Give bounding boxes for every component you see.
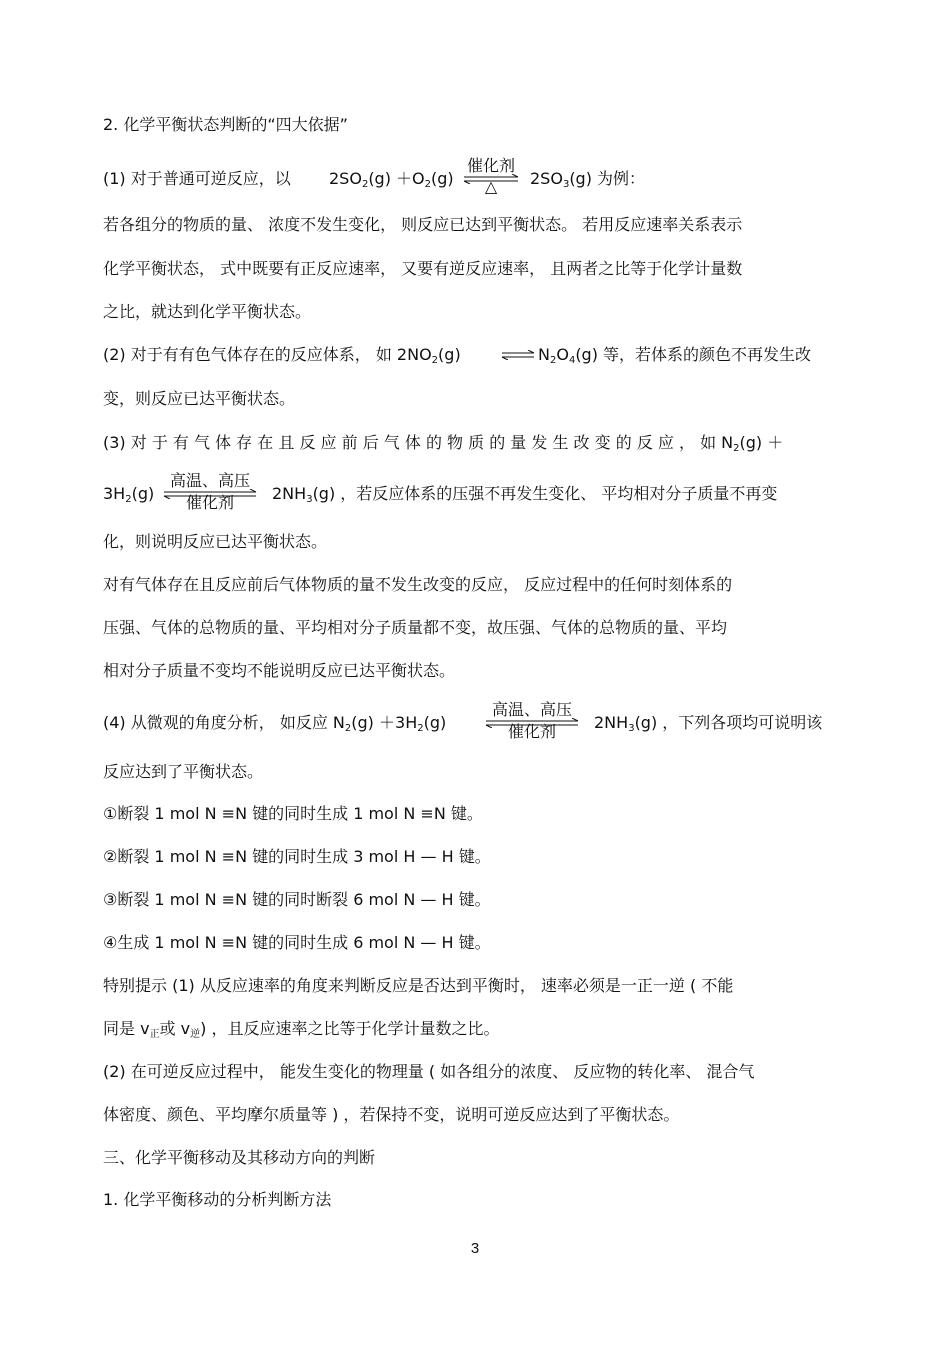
list-item: ②断裂 1 mol N ≡N 键的同时生成 3 mol H — H 键。 [103, 847, 491, 866]
subsection-title: 1. 化学平衡移动的分析判断方法 [103, 1190, 332, 1209]
section-title: 2. 化学平衡状态判断的“四大依据” [103, 115, 348, 134]
equation-reactant-h2: $3H_2(g)$ [103, 484, 155, 505]
para-2-tail: $N_2O_4(g)$ 等，若体系的颜色不再发生改 [538, 345, 812, 366]
para-3-line-6: 相对分子质量不变均不能说明反应已达平衡状态。 [103, 661, 456, 680]
tip-line-2: 同是 $v_正$或 $v_逆$) ，且反应速率之比等于化学计量数之比。 [103, 1019, 500, 1040]
list-item: ④生成 1 mol N ≡N 键的同时生成 6 mol N — H 键。 [103, 933, 491, 952]
para-1-lead: (1) 对于普通可逆反应，以 [103, 169, 291, 188]
page-number: 3 [470, 1240, 480, 1257]
para-3-line-4: 对有气体存在且反应前后气体物质的量不发生改变的反应， 反应过程中的任何时刻体系的 [103, 575, 733, 594]
equation-product-nh3: $2NH_3(g)$ ，下列各项均可说明该 [594, 713, 823, 734]
tip-line-3: (2) 在可逆反应过程中， 能发生变化的物理量 ( 如各组分的浓度、 反应物的转化率、 混合气 [103, 1062, 755, 1081]
list-item: ①断裂 1 mol N ≡N 键的同时生成 1 mol N ≡N 键。 [103, 804, 483, 823]
para-1-line-2: 若各组分的物质的量、 浓度不发生变化， 则反应已达到平衡状态。 若用反应速率关系表示 [103, 215, 743, 234]
para-3-line-5: 压强、气体的总物质的量、平均相对分子质量都不变，故压强、气体的总物质的量、平均 [103, 618, 728, 637]
catalyst-label: 催化剂 [185, 493, 234, 512]
para-1-line-4: 之比，就达到化学平衡状态。 [103, 302, 312, 321]
para-1-line-3: 化学平衡状态， 式中既要有正反应速率， 又要有逆反应速率， 且两者之比等于化学计量数 [103, 259, 743, 278]
condition-label: 高温、高压 [169, 471, 250, 490]
para-3-line-3: 化，则说明反应已达平衡状态。 [103, 532, 328, 551]
tip-line-1: 特别提示 (1) 从反应速率的角度来判断反应是否达到平衡时， 速率必须是一正一逆 ( 不能 [103, 976, 734, 995]
list-item: ③断裂 1 mol N ≡N 键的同时断裂 6 mol N — H 键。 [103, 890, 491, 909]
heat-triangle: △ [484, 177, 498, 196]
tip-line-4: 体密度、颜色、平均摩尔质量等 ) ，若保持不变，说明可逆反应达到了平衡状态。 [103, 1105, 680, 1124]
para-4-line-2: 反应达到了平衡状态。 [103, 762, 264, 781]
equation-reactant-so2: $2SO_2(g) +O_2(g)$ [329, 169, 454, 190]
condition-label: 高温、高压 [491, 700, 572, 719]
equation-product-nh3: $2NH_3(g)$ ，若反应体系的压强不再发生变化、 平均相对分子质量不再变 [272, 484, 778, 505]
para-2-lead: (2) 对于有有色气体存在的反应体系， 如 $2NO_2(g)$ [103, 345, 461, 366]
para-4-lead: (4) 从微观的角度分析， 如反应 $N_2(g) +3H_2(g)$ [103, 713, 447, 734]
reversible-arrow-icon [500, 350, 536, 360]
para-2-line-2: 变，则反应已达平衡状态。 [103, 389, 296, 408]
catalyst-label: 催化剂 [507, 722, 556, 741]
catalyst-label: 催化剂 [466, 156, 515, 175]
equation-product-so3: $2SO_3(g)$ 为例： [530, 169, 646, 190]
para-3-line-1: (3) 对 于 有 气 体 存 在 且 反 应 前 后 气 体 的 物 质 的 量 发 生 改 变 的 反 应 ， 如 $N_2(g)$ ＋ [103, 433, 784, 454]
section-title: 三、化学平衡移动及其移动方向的判断 [103, 1148, 376, 1167]
